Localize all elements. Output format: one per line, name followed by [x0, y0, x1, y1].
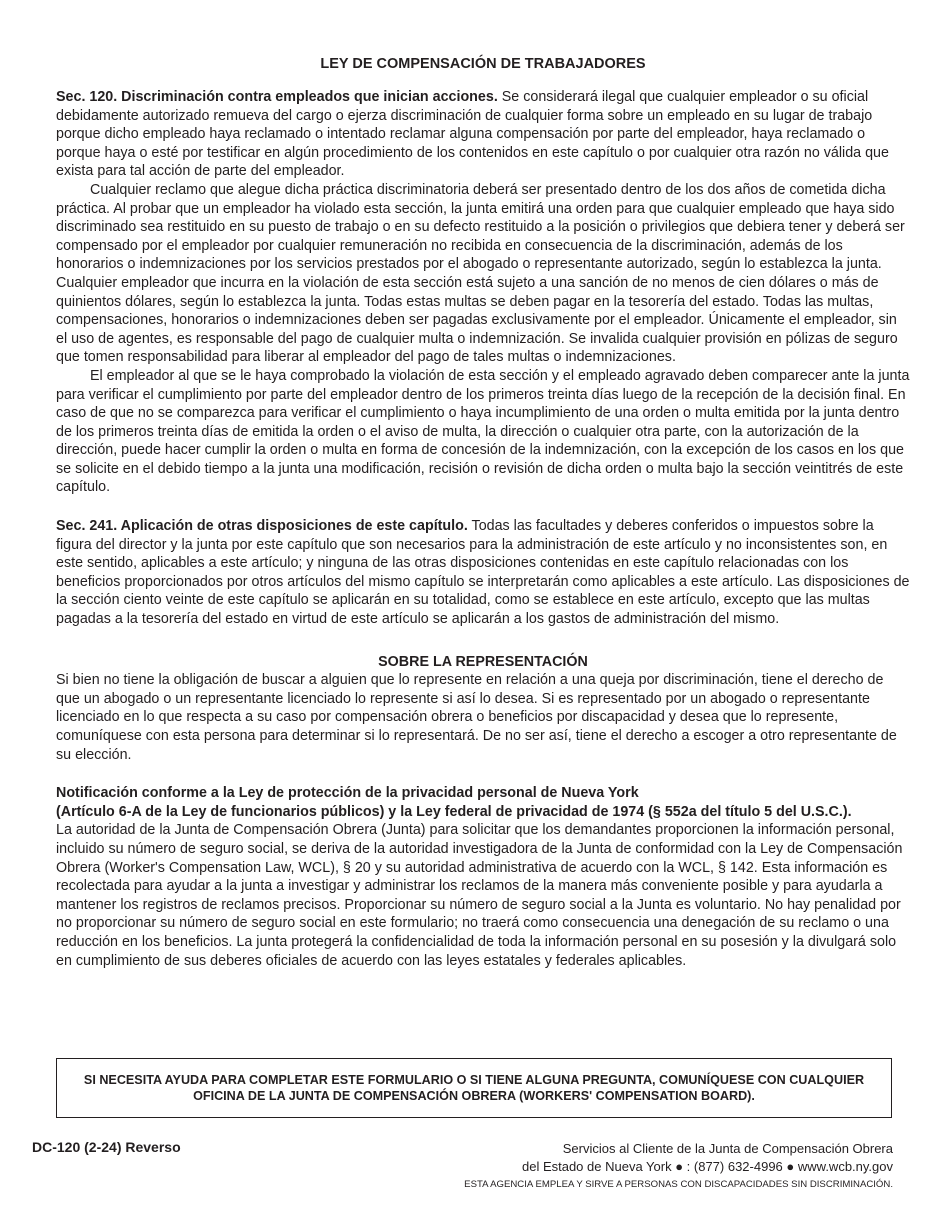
section-241 [56, 517, 910, 629]
section-120 [56, 88, 910, 497]
contact-line-2: del Estado de Nueva York ● : (877) 632-4996 ● www.wcb.ny.gov [521, 1159, 893, 1174]
representation-text: Si bien no tiene la obligación de buscar a alguien que lo represente en relación a una queja por discriminación, tiene el derecho de que un abogado o un representante licenciado lo represente si así lo desea. Si es representado por un abogado o representante licenciado en lo que respecta a su caso por compensación obrera o beneficios por discapacidad y desea que lo represente, comuníquese con esta persona para determinar si lo representará. De no ser así, tiene el derecho a escoger a otro representante de su elección. [56, 672, 897, 763]
section-120-paragraph-2: Cualquier reclamo que alegue dicha práctica discriminatoria deberá ser presentado dentro de los dos años de cometida dicha práctica. Al probar que un empleador ha violado esta sección, la junta emitirá una orden para que cualquier empleado que haya sido discriminado sea restituido en su puesto de trabajo o en su defecto restituido a la posición o privilegios que debiera tener y deberá ser compensado por el empleador por cualquier remuneración no recibida en consecuencia de la discriminación, además de los honorarios o indemnizaciones por los servicios prestados por el abogado o representante autorizado, según lo establezca la junta. Cualquier empleador que incurra en la violación de esta sección está sujeto a una sanción de no menos de cien dólares o más de quinientos dólares, según lo establezca la junta. Todas estas multas se deben pagar en la tesorería del estado. Todas las multas, compensaciones, honorarios o indemnizaciones deben ser pagadas exclusivamente por el empleador. Únicamente el empleador, sin el uso de agentes, es responsable del pago de cualquier multa o indemnización. Se invalida cualquier provisión en pólizas de seguro que tomen responsabilidad para liberar al empleador del pago de tales multas o indemnizaciones. [56, 181, 905, 366]
page-title: LEY DE COMPENSACIÓN DE TRABAJADORES [320, 56, 646, 72]
representation-heading: SOBRE LA REPRESENTACIÓN [378, 653, 588, 670]
nondiscrimination-statement: ESTA AGENCIA EMPLEA Y SIRVE A PERSONAS CON DISCAPACIDADES SIN DISCRIMINACIÓN. [464, 1179, 893, 1190]
section-120-paragraph-1 [56, 88, 910, 181]
section-241-text: Todas las facultades y deberes conferidos o impuestos sobre la figura del director y la junta por este capítulo que son necesarios para la administración de este artículo y no inconsistentes son, en este sentido, aplicables a este artículo; y ninguna de las otras disposiciones contenidas en este capítulo relacionadas con los beneficios proporcionados por otros artículos del mismo capítulo se interpretarán como aplicables a este artículo. Las disposiciones de la sección ciento veinte de este capítulo se aplicarán en su totalidad, como se establece en este artículo, excepto que las multas pagadas a la tesorería del estado en virtud de este artículo se aplicarán a los gastos de administración del mismo. [56, 518, 910, 628]
form-id: DC-120 (2-24) Reverso [32, 1139, 181, 1155]
privacy-section [56, 784, 910, 970]
privacy-heading-line-2: (Artículo 6-A de la Ley de funcionarios públicos) y la Ley federal de privacidad de 1974 (§ 552a del título 5 del U.S.C.). [56, 803, 852, 820]
privacy-heading-line-1: Notificación conforme a la Ley de protección de la privacidad personal de Nueva York [56, 785, 639, 802]
section-241-paragraph [56, 517, 910, 629]
section-120-heading: Sec. 120. Discriminación contra empleados que inician acciones. [56, 89, 498, 105]
privacy-text: La autoridad de la Junta de Compensación Obrera (Junta) para solicitar que los demandantes proporcionen la información personal, incluido su número de seguro social, se deriva de la autoridad investigadora de la Junta de conformidad con la Ley de Compensación Obrera (Worker's Compensation Law, WCL), § 20 y su autoridad administrativa de acuerdo con la WCL, § 142. Esta información es recolectada para ayudar a la junta a investigar y administrar los reclamos de la manera más conveniente posible y para ayudarla a mantener los registros de reclamos precisos. Proporcionar su número de seguro social a la Junta es voluntario. No hay penalidad por no proporcionar su número de seguro social en este formulario; no traerá como consecuencia una denegación de su reclamo o una reducción en los beneficios. La junta protegerá la confidencialidad de toda la información personal en su posesión y la divulgará solo en cumplimiento de sus deberes oficiales de acuerdo con las leyes estatales y federales aplicables. [56, 822, 903, 969]
representation-section [56, 653, 910, 765]
section-241-heading: Sec. 241. Aplicación de otras disposiciones de este capítulo. [56, 518, 468, 535]
contact-line-1: Servicios al Cliente de la Junta de Compensación Obrera [562, 1141, 893, 1156]
section-120-paragraph-3: El empleador al que se le haya comprobado la violación de esta sección y el empleado agravado deben comparecer ante la junta para verificar el cumplimiento por parte del empleador dentro de los primeros treinta días luego de la recepción de la decisión final. En caso de que no se comparezca para verificar el cumplimiento o haya incumplimiento de una orden o multa emitida por la junta dentro de los primeros treinta días de emitida la orden o el aviso de multa, la dirección o cualquier otra parte, con la autorización de la dirección, puede hacer cumplir la orden o multa en forma de concesión de la indemnización, con la excepción de los casos en los que se solicite en el debido tiempo a la junta una modificación, recisión o revisión de dicha orden o multa bajo la sección veintitrés de este capítulo. [56, 367, 910, 496]
help-notice-box: SI NECESITA AYUDA PARA COMPLETAR ESTE FORMULARIO O SI TIENE ALGUNA PREGUNTA, COMUNÍQUESE CON CUALQUIER OFICINA DE LA JUNTA DE COMPENSACIÓN OBRERA (WORKERS' COMPENSATION BOARD). [56, 1058, 892, 1118]
document-body [56, 56, 910, 990]
section-120-text-1: Se considerará ilegal que cualquier empleador o su oficial debidamente autorizado remueva del cargo o ejerza discriminación de cualquier forma sobre un empleado en su lugar de trabajo porque dicho empleado haya reclamado o intentado reclamar alguna compensación por parte del empleador, haya reclamado o porque haya o esté por testificar en algún procedimiento de los contenidos en este capítulo o por cualquier otra razón no válida que exista para tal acción de parte del empleador. [56, 89, 889, 180]
contact-info [464, 1140, 893, 1192]
